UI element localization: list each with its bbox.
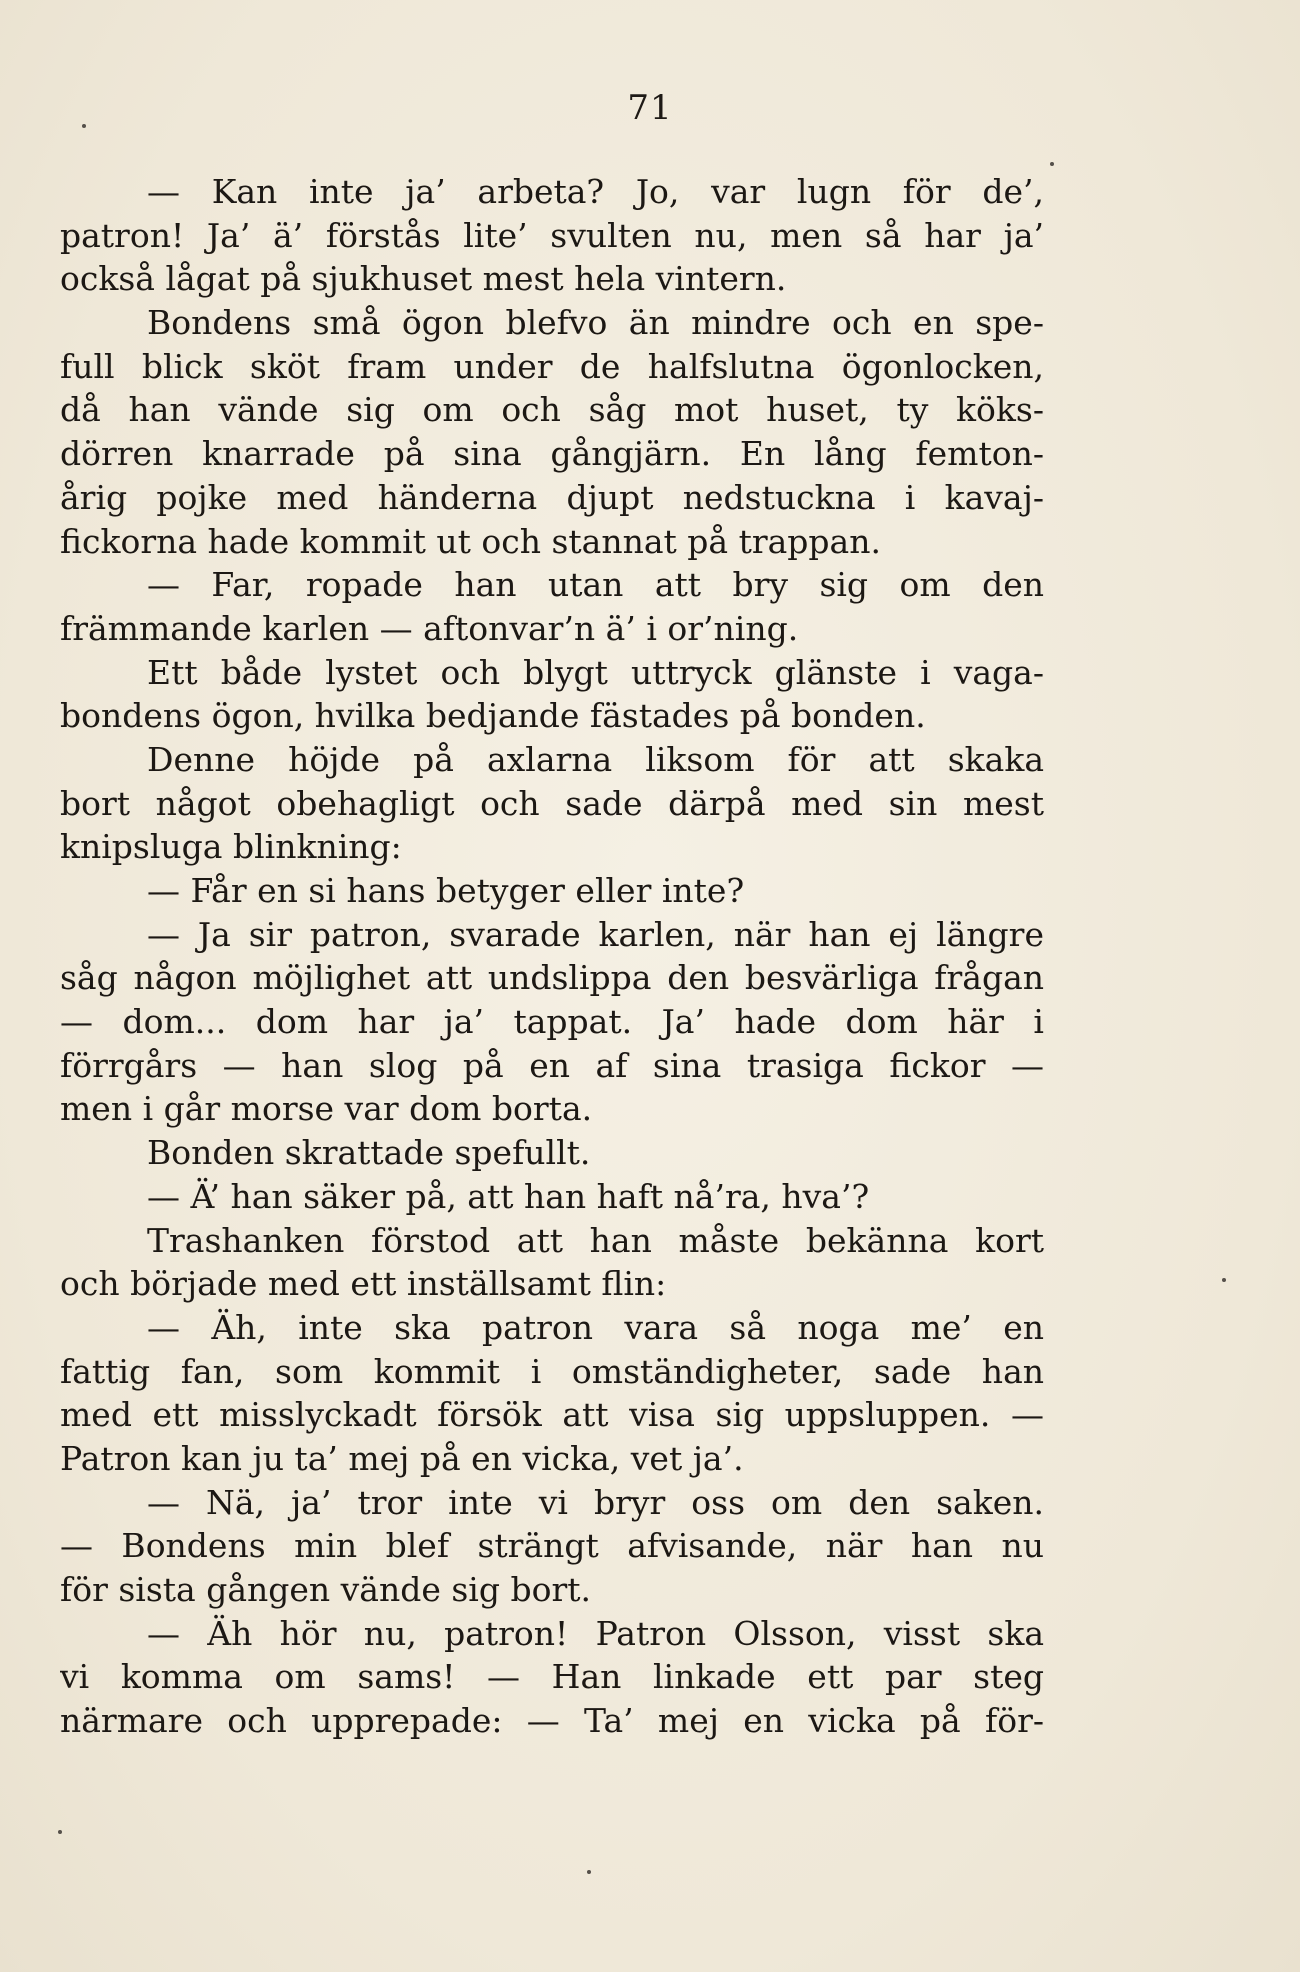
text-line: patron! Ja’ ä’ förstås lite’ svulten nu, men så har ja’: [60, 215, 1044, 255]
text-line: främmande karlen — aftonvar’n ä’ i or’ning.: [60, 608, 799, 648]
text-line: fickorna hade kommit ut och stannat på trappan.: [60, 521, 881, 561]
text-line: full blick sköt fram under de halfslutna ögonlocken,: [60, 346, 1044, 386]
text-line: — Ä’ han säker på, att han haft nå’ra, hva’?: [147, 1176, 870, 1216]
body-text: [60, 170, 1044, 1743]
text-line: med ett misslyckadt försök att visa sig uppsluppen. —: [60, 1395, 1044, 1435]
text-line: också lågat på sjukhuset mest hela vintern.: [60, 259, 787, 299]
text-line: för sista gången vände sig bort.: [60, 1570, 591, 1609]
print-speck: [587, 1870, 591, 1874]
page-number: 71: [627, 88, 673, 128]
text-line: — Äh hör nu, patron! Patron Olsson, visst ska: [147, 1613, 1044, 1653]
text-line: förrgårs — han slog på en af sina trasiga fickor —: [60, 1045, 1044, 1085]
text-line: närmare och upprepade: — Ta’ mej en vicka på för-: [60, 1701, 1044, 1741]
text-line: — Nä, ja’ tror inte vi bryr oss om den saken.: [147, 1482, 1044, 1522]
text-line: fattig fan, som kommit i omständigheter, sade han: [60, 1351, 1044, 1391]
text-line: men i går morse var dom borta.: [60, 1089, 593, 1129]
text-line: Bondens små ögon blefvo än mindre och en spe-: [147, 303, 1044, 343]
text-line: Bonden skrattade spefullt.: [147, 1133, 591, 1173]
text-line: Denne höjde på axlarna liksom för att skaka: [147, 739, 1044, 779]
text-line: bort något obehagligt och sade därpå med sin mest: [60, 783, 1044, 823]
text-line: — Äh, inte ska patron vara så noga me’ en: [147, 1307, 1044, 1347]
text-line: såg någon möjlighet att undslippa den besvärliga frågan: [60, 958, 1044, 998]
text-line: — Ja sir patron, svarade karlen, när han ej längre: [147, 914, 1044, 954]
text-line: dörren knarrade på sina gångjärn. En lång femton-: [60, 434, 1044, 474]
text-line: knipsluga blinkning:: [60, 827, 402, 867]
text-line: årig pojke med händerna djupt nedstuckna i kavaj-: [60, 477, 1044, 517]
text-line: och började med ett inställsamt flin:: [60, 1264, 667, 1304]
text-line: bondens ögon, hvilka bedjande fästades på bonden.: [60, 696, 926, 736]
text-line: Ett både lystet och blygt uttryck glänste i vaga-: [147, 652, 1044, 692]
text-line: — Kan inte ja’ arbeta? Jo, var lugn för de’,: [147, 172, 1044, 211]
text-line: — Får en si hans betyger eller inte?: [147, 871, 745, 910]
text-line: vi komma om sams! — Han linkade ett par steg: [60, 1657, 1044, 1697]
text-line: — Bondens min blef strängt afvisande, när han nu: [60, 1526, 1044, 1566]
text-line: Trashanken förstod att han måste bekänna kort: [147, 1220, 1044, 1260]
text-line: — Far, ropade han utan att bry sig om den: [147, 565, 1044, 605]
text-line: då han vände sig om och såg mot huset, ty köks-: [60, 390, 1044, 430]
text-line: — dom... dom har ja’ tappat. Ja’ hade dom här i: [60, 1002, 1044, 1042]
print-speck: [1050, 162, 1054, 166]
print-speck: [1222, 1278, 1226, 1282]
print-speck: [58, 1830, 62, 1834]
text-line: Patron kan ju ta’ mej på en vicka, vet ja’.: [60, 1438, 744, 1478]
